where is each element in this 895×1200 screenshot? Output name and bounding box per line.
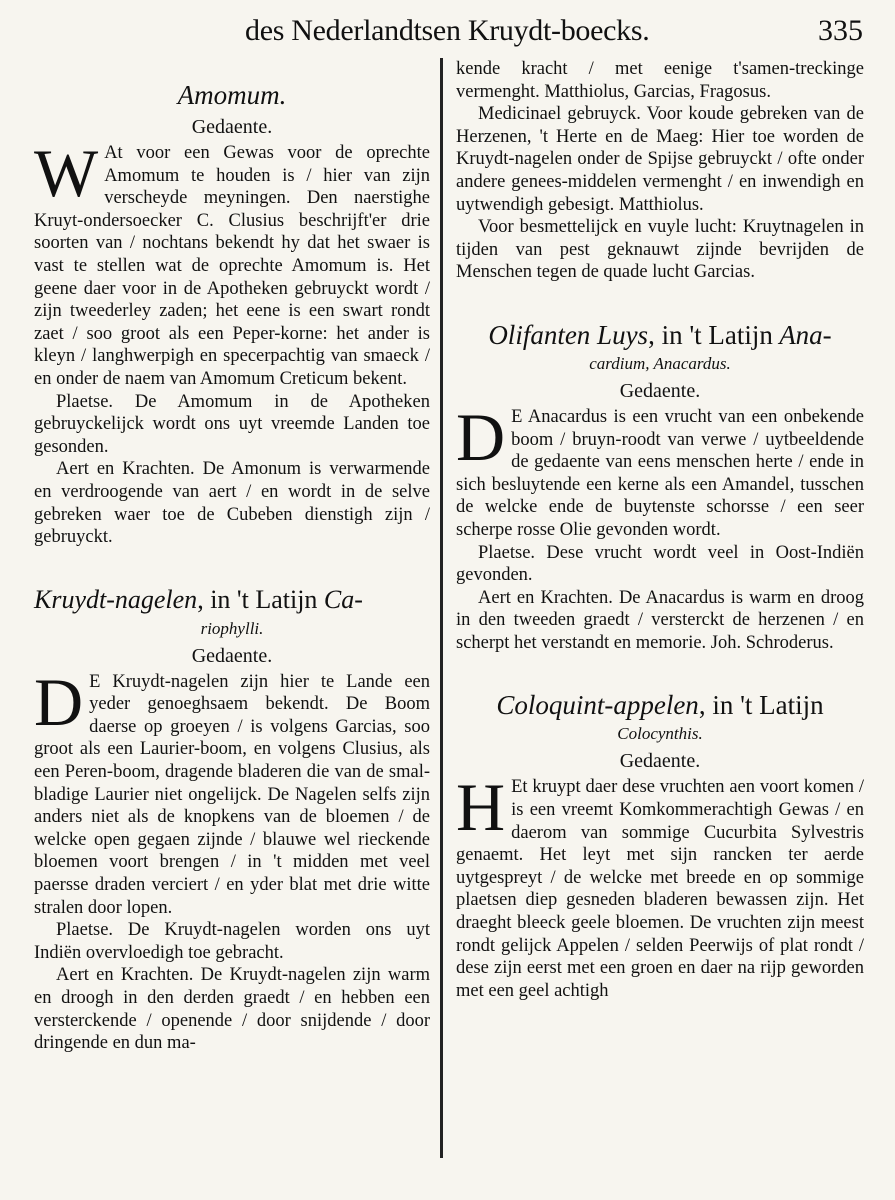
latin-name: riophylli. — [200, 618, 264, 638]
olifant-description: D E Anacardus is een vrucht van een onbekende boom / bruyn-roodt van verwe / uytbeeldende de gedaente van eens menschen herte / ende in sich besluytende een kerne als een Amandel, tusschen de welcke ende de buytenste schorsse / een seer scherpe rosse Olie gevonden wordt. — [456, 398, 864, 540]
coloquint-description: H Et kruypt daer dese vruchten aen voort komen / is een vreemt Komkommerachtigh Gewas / en daerom van sommige Cucurbita Sylvestris genaemt. Het leyt met sijn rancken ter aerde uytgespreyt / de welcke met breede en op sommige plaetsen diep gesneden bladeren bewassen zijn. Het draeght bleeck geele bloemen. De vruchten zijn meest rondt gelijck Appelen / selden Peerwijs of plat rondt / dese zijn eerst met een groen en daer na rijp geworden met een geel achtigh — [456, 769, 864, 1001]
dropcap-letter: H — [456, 769, 506, 846]
section-title-kruydt-nagelen: Kruydt-nagelen, in 't Latijn Ca- — [34, 584, 363, 614]
olifant-aert: Aert en Krachten. De Anacardus is warm en droog in den tweeden graedt / versterckt de herzenen / en scherpt het verstandt en memorie. Joh. Schroderus. — [456, 587, 864, 653]
subheading-gedaente: Gedaente. — [619, 379, 701, 402]
latin-name: Colocynthis. — [617, 724, 703, 744]
subheading-gedaente: Gedaente. — [619, 750, 701, 773]
running-head: des Nederlandtsen Kruydt-boecks. — [245, 14, 650, 47]
section-title-amomum: Amomum. — [177, 80, 287, 110]
amomum-plaetse: Plaetse. De Amomum in de Apotheken gebruyckelijck wordt ons uyt vreemde Landen toe gesonden. — [34, 391, 430, 457]
olifant-plaetse: Plaetse. Dese vrucht wordt veel in Oost-Indiën gevonden. — [456, 542, 864, 586]
medicinael-gebruyck: Medicinael gebruyck. Voor koude gebreken van de Herzenen, 't Herte en de Maeg: Hier toe worden de Kruydt-nagelen onder de Spijse gebruyckt / ofte onder andere genees-middelen vermenght / en inwendigh en uytwendigh gebesigt. Matthiolus. — [456, 104, 864, 215]
subheading-gedaente: Gedaente. — [191, 116, 273, 138]
right-column — [456, 58, 864, 1002]
kruydt-description: D E Kruydt-nagelen zijn hier te Lande een yeder genoeghsaem bekendt. De Boom daerse op groeyen / is volgens Garcias, soo groot als een Laurier-boom, en volgens Clusius, als een Peren-boom, dragende bladeren die van de smal-bladige Laurier niet ongelijck. De Nagelen selfs zijn anders niet als de knopkens van de bloemen / de welcke open gegaen zijnde / blauwe wel rieckende bloemen voort brengen / in 't midden met veel paersse draden verciert / en yder blat met drie witte stralen door lopen. — [34, 663, 430, 918]
amomum-aert: Aert en Krachten. De Amonum is verwarmende en verdroogende van aert / en wordt in de selve gebreken waer toe de Cubeben dienstigh zijn / gebruyckt. — [34, 459, 430, 548]
page-number: 335 — [818, 14, 863, 47]
left-column — [34, 58, 430, 1055]
section-title-olifanten-luys: Olifanten Luys, in 't Latijn Ana- — [488, 319, 832, 350]
kruydt-continuation: kende kracht / met eenige t'samen-treckinge vermenght. Matthiolus, Garcias, Fragosus. — [456, 59, 864, 102]
kruydt-plaetse: Plaetse. De Kruydt-nagelen worden ons uyt Indiën overvloedigh toe gebracht. — [34, 920, 430, 963]
subheading-gedaente: Gedaente. — [191, 644, 273, 667]
amomum-description: W At voor een Gewas voor de oprechte Amomum te houden is / hier van zijn verscheyde meyningen. Den naerstighe Kruyt-ondersoecker C. Clusius beschrijft'er drie soorten van / nochtans bekendt hy dat het swaer is vast te stellen wat de oprechte Amomum is. Het geene daer voor in de Apotheken gebruyckt wordt / zijn tweederley zaden; het eene is een swart rondt zaet / soo groot als een Peper-korne: het ander is kleyn / langhwerpigh en specerpachtig van smaeck / en onder de naem van Amomum Creticum bekent. — [34, 135, 430, 389]
column-divider — [440, 58, 443, 1158]
section-title-coloquint-appelen: Coloquint-appelen, in 't Latijn — [496, 690, 824, 721]
dropcap-letter: D — [456, 398, 506, 475]
kruydt-aert: Aert en Krachten. De Kruydt-nagelen zijn warm en droogh in den derden graedt / en hebben een versterckende / openende / door snijdende / door dringende en dun ma- — [34, 965, 430, 1054]
besmettelijck-lucht: Voor besmettelijck en vuyle lucht: Kruytnagelen in tijden van pest geknauwt zijnde bevrijden de Menschen tegen de quade lucht Garcias. — [456, 217, 864, 283]
dropcap-letter: D — [34, 663, 84, 740]
latin-name: cardium, Anacardus. — [589, 353, 731, 373]
dropcap-letter: W — [34, 135, 99, 211]
